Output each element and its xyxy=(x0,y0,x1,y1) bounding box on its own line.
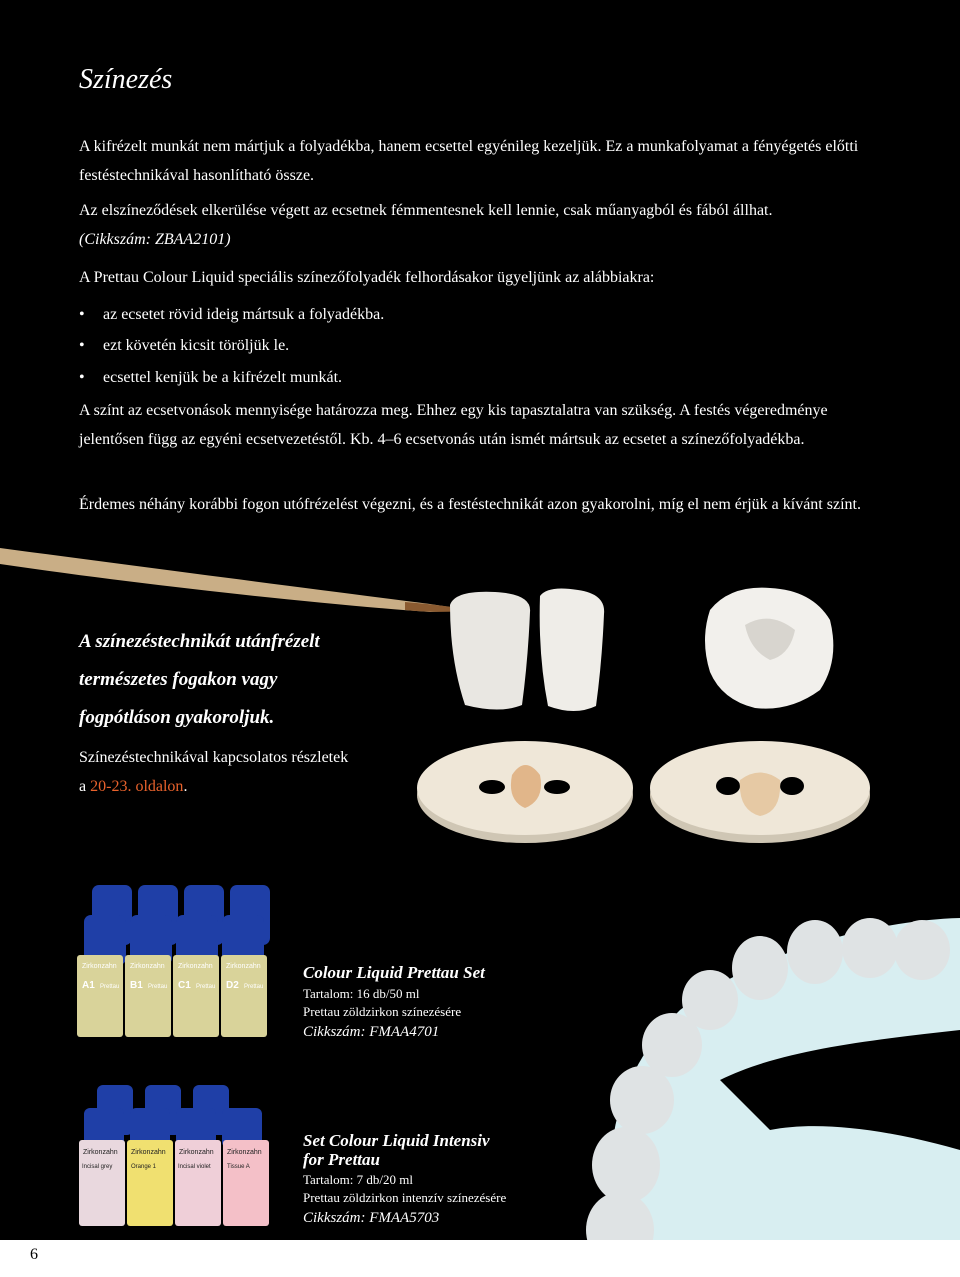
product-2-description: Prettau zöldzirkon intenzív színezésére xyxy=(303,1190,507,1205)
bottles-set-image xyxy=(77,885,270,1037)
paragraph-2: Az elszíneződések elkerülése végett az ecsetnek fémmentesnek kell lennie, csak műanyagból és fából állhat. xyxy=(79,202,773,219)
page-title: Színezés xyxy=(79,64,173,95)
highlight-note-2 xyxy=(79,772,187,801)
paragraph-4: A színt az ecsetvonások mennyisége határozza meg. Ehhez egy kis tapasztalatra van szükség. A festés végeredménye jelentősen függ az egyéni ecsetvezetéstől. Kb. 4–6 ecsetvonás után ismét mártsuk az ecsetet a színezőfolyadékba. xyxy=(79,402,828,448)
bottle-label: C1 xyxy=(178,980,191,991)
bullet-icon: • xyxy=(79,306,85,323)
bullet-text: ezt követén kicsit töröljük le. xyxy=(103,337,290,354)
bottle-sub: Prettau xyxy=(196,984,216,990)
highlight-note-1: Színezéstechnikával kapcsolatos részletek xyxy=(79,749,349,766)
note-suffix: . xyxy=(183,778,188,795)
product-1-description: Prettau zöldzirkon színezésére xyxy=(303,1004,462,1019)
bullet-icon: • xyxy=(79,369,85,386)
bullet-text: az ecsetet rövid ideig mártsuk a folyadékba. xyxy=(103,306,385,323)
disc-image-1 xyxy=(417,741,633,843)
disc-image-2 xyxy=(650,741,870,843)
bottle-label: B1 xyxy=(130,980,143,991)
bottle-sub: Prettau xyxy=(148,984,168,990)
dental-arch-image xyxy=(586,918,960,1240)
page-reference-link[interactable]: 20-23. oldalon xyxy=(90,778,184,795)
bottle-sub: Prettau xyxy=(244,984,264,990)
product-1-code: Cikkszám: FMAA4701 xyxy=(303,1024,440,1040)
product-1-content: Tartalom: 16 db/50 ml xyxy=(303,986,420,1001)
bullet-text: ecsettel kenjük be a kifrézelt munkát. xyxy=(103,369,343,386)
bottle-label: A1 xyxy=(82,980,95,991)
bottle-label: Orange 1 xyxy=(131,1164,157,1170)
paragraph-1: A kifrézelt munkát nem mártjuk a folyadékba, hanem ecsettel egyénileg kezeljük. Ez a munkafolyamat a fényégetés előtti festéstechnikával hasonlítható össze. xyxy=(79,138,859,184)
paragraph-3: A Prettau Colour Liquid speciális színezőfolyadék felhordásakor ügyeljünk az alábbiakra: xyxy=(79,269,655,286)
bottle-label: Tissue A xyxy=(227,1164,250,1170)
bottle-label: D2 xyxy=(226,980,239,991)
product-2-title-1: Set Colour Liquid Intensiv xyxy=(303,1131,490,1150)
bottle-brand: Zirkonzahn xyxy=(179,1149,214,1156)
crown-image xyxy=(705,588,833,709)
front-teeth-image xyxy=(450,588,604,711)
product-1-title: Colour Liquid Prettau Set xyxy=(303,963,485,982)
page-number: 6 xyxy=(30,1246,38,1263)
brush-image xyxy=(0,548,470,612)
bottle-brand: Zirkonzahn xyxy=(82,963,117,970)
paragraph-5: Érdemes néhány korábbi fogon utófrézelést végezni, és a festéstechnikát azon gyakorolni, míg el nem érjük a kívánt színt. xyxy=(79,496,861,513)
bottle-brand: Zirkonzahn xyxy=(131,1149,166,1156)
product-2-code: Cikkszám: FMAA5703 xyxy=(303,1210,440,1226)
product-2-title-2: for Prettau xyxy=(303,1150,380,1169)
note-prefix: a xyxy=(79,778,91,795)
bottle-brand: Zirkonzahn xyxy=(178,963,213,970)
bottle-brand: Zirkonzahn xyxy=(130,963,165,970)
bullet-icon: • xyxy=(79,337,85,354)
article-code: (Cikkszám: ZBAA2101) xyxy=(79,231,231,248)
bottle-sub: Prettau xyxy=(100,984,120,990)
bottle-brand: Zirkonzahn xyxy=(226,963,261,970)
bottle-label: Incisal violet xyxy=(178,1164,211,1170)
product-2-content: Tartalom: 7 db/20 ml xyxy=(303,1172,413,1187)
bottle-label: Incisal grey xyxy=(82,1164,113,1170)
highlight-line-2: természetes fogakon vagy xyxy=(79,669,278,690)
bottle-brand: Zirkonzahn xyxy=(227,1149,262,1156)
highlight-line-1: A színezéstechnikát utánfrézelt xyxy=(79,631,320,652)
highlight-line-3: fogpótláson gyakoroljuk. xyxy=(79,707,275,728)
bottle-brand: Zirkonzahn xyxy=(83,1149,118,1156)
